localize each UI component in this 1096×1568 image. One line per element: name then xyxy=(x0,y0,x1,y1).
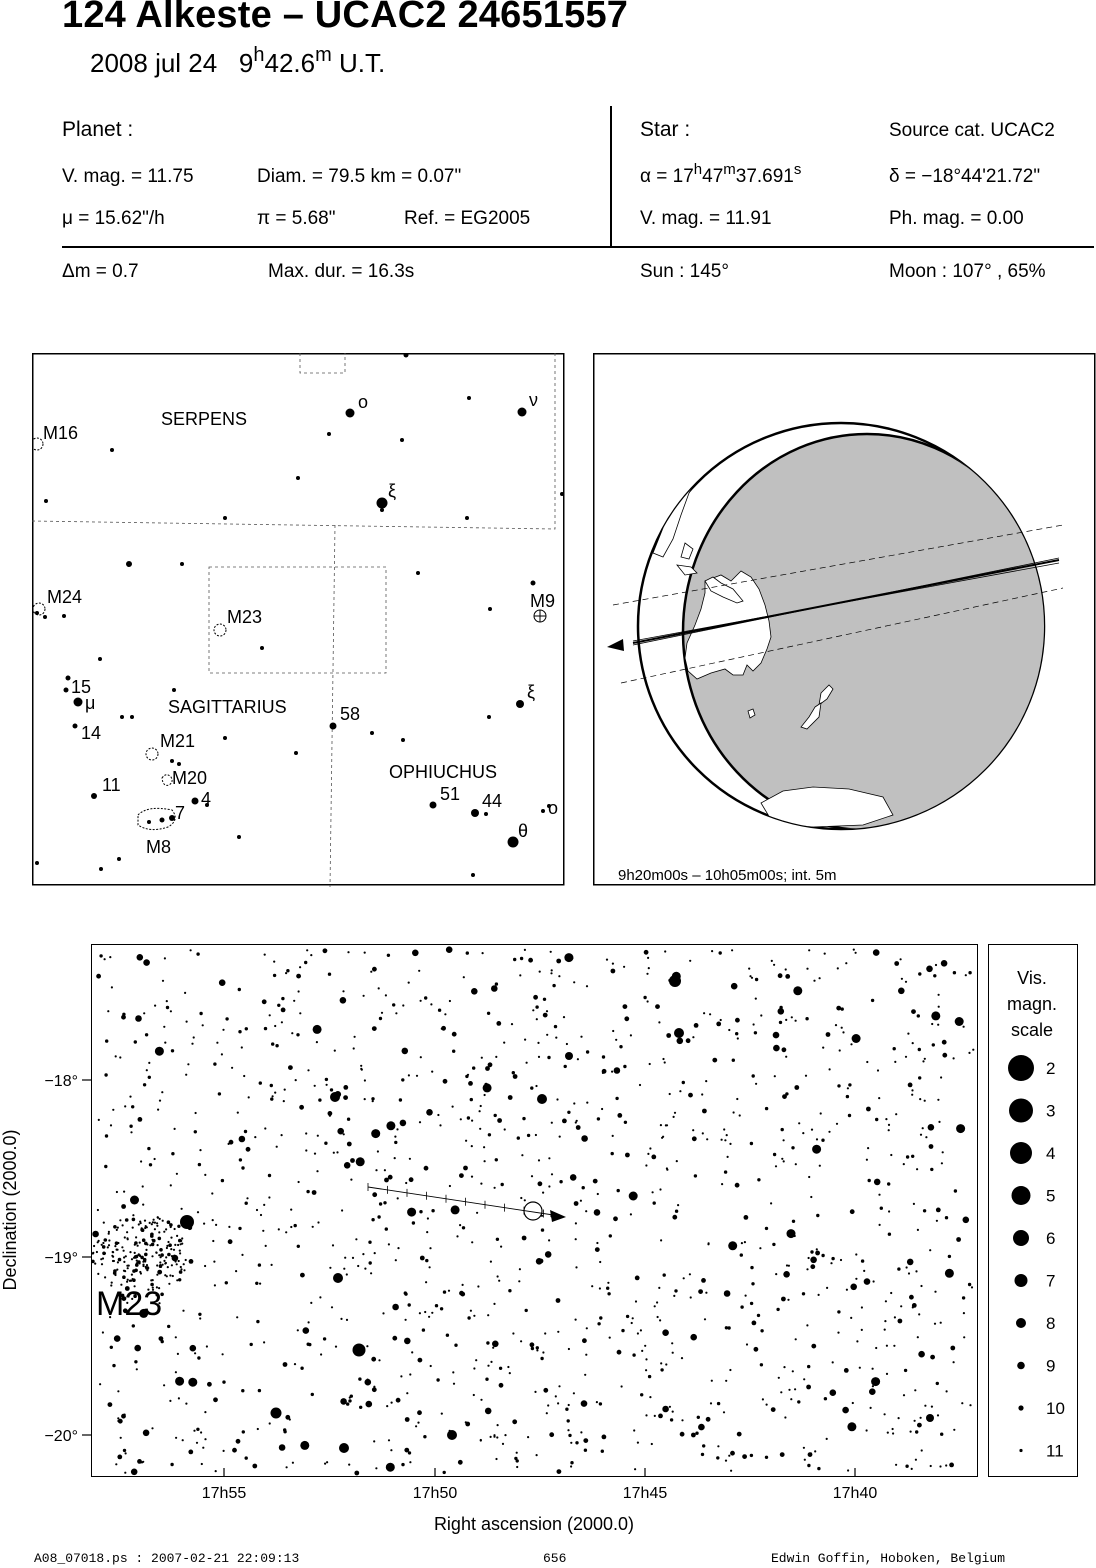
label-m8: M8 xyxy=(146,837,172,857)
time-minutes-unit: m xyxy=(315,44,332,66)
event-date: 2008 jul 24 xyxy=(90,48,218,78)
label-7-sgr: 7 xyxy=(175,803,186,823)
finder-star xyxy=(260,646,264,650)
y-tick-minus20: −20° xyxy=(44,1428,78,1445)
page-title: 124 Alkeste – UCAC2 24651557 xyxy=(62,0,629,36)
finder-star xyxy=(370,731,374,735)
sun-elongation: Sun : 145° xyxy=(640,261,729,282)
mag-scale-dot xyxy=(1010,1142,1032,1164)
constellation-ophiuchus: OPHIUCHUS xyxy=(389,762,498,782)
mag-scale-dot xyxy=(1015,1274,1028,1287)
footer-file: A08_07018.ps : 2007-02-21 22:09:13 xyxy=(34,1551,300,1566)
star-vmag: V. mag. = 11.91 xyxy=(640,208,772,229)
finder-star xyxy=(170,759,174,763)
star-right-ascension: $\alpha = 17^h47^m37.691^s$ xyxy=(640,161,802,187)
label-theta-oph: θ xyxy=(518,821,529,841)
finder-star xyxy=(99,867,103,871)
finder-star xyxy=(43,615,47,619)
finder-star xyxy=(237,835,241,839)
mag-scale-dot xyxy=(1018,1405,1023,1410)
finder-star xyxy=(467,396,471,400)
x-axis-label: Right ascension (2000.0) xyxy=(433,1514,635,1534)
m9-marker xyxy=(534,610,546,622)
finder-star xyxy=(66,676,71,681)
y-tick-minus18: −18° xyxy=(44,1073,78,1090)
footer-page: 656 xyxy=(543,1551,567,1566)
finder-star xyxy=(192,798,199,805)
time-minutes: 42.6 xyxy=(264,48,316,78)
label-m23: M23 xyxy=(227,607,263,627)
finder-star xyxy=(110,448,114,452)
time-suffix: U.T. xyxy=(331,48,386,78)
finder-star xyxy=(64,688,69,693)
magnitude-scale xyxy=(988,944,1078,1477)
mag-scale-value: 9 xyxy=(1046,1356,1056,1376)
mag-scale-value: 3 xyxy=(1046,1101,1056,1121)
time-hours: 9 xyxy=(238,48,254,78)
x-tick-17h45: 17h45 xyxy=(622,1485,668,1502)
finder-star xyxy=(330,723,337,730)
mag-scale-value: 7 xyxy=(1046,1271,1056,1291)
label-m16: M16 xyxy=(43,423,79,443)
mag-scale-value: 4 xyxy=(1046,1144,1056,1163)
label-mu-sgr: μ xyxy=(85,693,96,713)
label-m9: M9 xyxy=(530,591,556,611)
label-m24: M24 xyxy=(47,587,83,607)
moon-info: Moon : 107° , 65% xyxy=(889,261,1046,282)
finder-star xyxy=(172,688,176,692)
label-omicron-oph: ο xyxy=(548,798,559,818)
label-44-oph: 44 xyxy=(482,791,503,811)
constellation-serpens: SERPENS xyxy=(161,409,248,429)
finder-star xyxy=(126,561,132,567)
finder-star xyxy=(73,724,78,729)
star-source: Source cat. UCAC2 xyxy=(889,120,1055,141)
label-nu-ser: ν xyxy=(529,390,538,410)
mag-scale-title-3: scale xyxy=(1010,1020,1054,1040)
finder-star xyxy=(98,657,102,661)
mag-scale-value: 2 xyxy=(1046,1059,1056,1078)
finder-star xyxy=(471,873,475,877)
label-14-sgr: 14 xyxy=(81,723,102,743)
finder-star xyxy=(487,715,491,719)
label-xi-ser: ξ xyxy=(388,481,397,501)
mag-scale-title-2: magn. xyxy=(1006,994,1058,1014)
planet-vmag: V. mag. = 11.75 xyxy=(62,166,194,187)
mag-scale-value: 11 xyxy=(1046,1441,1064,1461)
delta-mag: Δm = 0.7 xyxy=(62,261,139,282)
finder-star xyxy=(471,809,479,817)
finder-star xyxy=(223,736,227,740)
finder-star xyxy=(327,432,331,436)
x-tick-17h55: 17h55 xyxy=(201,1485,247,1502)
finder-chart xyxy=(32,353,566,887)
label-51-oph: 51 xyxy=(440,784,461,804)
finder-star xyxy=(560,492,564,496)
finder-star xyxy=(180,562,184,566)
info-divider-vertical xyxy=(610,106,612,248)
mag-scale-dot xyxy=(1008,1055,1034,1081)
finder-star xyxy=(531,581,536,586)
finder-star xyxy=(147,820,151,824)
label-11-sgr: 11 xyxy=(102,775,121,795)
y-tick-minus19: −19° xyxy=(44,1250,78,1267)
mag-scale-value: 6 xyxy=(1046,1229,1056,1248)
finder-star xyxy=(117,857,121,861)
mag-scale-title-1: Vis. xyxy=(1017,968,1047,988)
label-omicron-ser: ο xyxy=(358,392,369,412)
finder-star xyxy=(516,700,524,708)
finder-star xyxy=(91,793,97,799)
planet-motion: μ = 15.62"/h xyxy=(62,208,165,229)
label-58-oph: 58 xyxy=(340,704,361,724)
mag-scale-dot xyxy=(1017,1362,1025,1370)
info-divider-horizontal xyxy=(62,246,1094,248)
planet-parallax: π = 5.68" xyxy=(257,208,336,229)
finder-star xyxy=(296,476,300,480)
finder-star xyxy=(294,751,298,755)
finder-star xyxy=(62,614,66,618)
label-15-sgr: 15 xyxy=(71,677,92,697)
footer-author: Edwin Goffin, Hoboken, Belgium xyxy=(771,1551,1006,1566)
finder-star xyxy=(223,516,227,520)
finder-star xyxy=(177,762,181,766)
finder-star xyxy=(120,715,124,719)
finder-star xyxy=(160,818,165,823)
mag-scale-value: 8 xyxy=(1046,1314,1056,1333)
label-m21: M21 xyxy=(160,731,196,751)
max-duration: Max. dur. = 16.3s xyxy=(268,261,415,282)
finder-star xyxy=(400,438,404,442)
mag-scale-value: 5 xyxy=(1046,1186,1056,1206)
mag-scale-rows xyxy=(1008,1055,1065,1461)
x-tick-17h50: 17h50 xyxy=(412,1485,458,1502)
planet-diameter: Diam. = 79.5 km = 0.07" xyxy=(257,166,462,187)
label-xi-oph: ξ xyxy=(527,682,536,702)
cluster-label-m23: M23 xyxy=(96,1285,163,1323)
label-m20: M20 xyxy=(172,768,208,788)
star-phmag: Ph. mag. = 0.00 xyxy=(889,208,1024,229)
finder-star xyxy=(380,508,384,512)
finder-star xyxy=(488,607,492,611)
x-tick-17h40: 17h40 xyxy=(832,1485,878,1502)
finder-star xyxy=(401,738,405,742)
time-hours-unit: h xyxy=(253,44,265,66)
event-datetime xyxy=(90,44,386,79)
finder-star xyxy=(518,408,527,417)
finder-star xyxy=(508,837,519,848)
mag-scale-dot xyxy=(1012,1186,1031,1205)
y-axis-label: Declination (2000.0) xyxy=(0,1129,20,1291)
mag-scale-dot xyxy=(1009,1099,1033,1123)
mag-scale-dot xyxy=(1013,1230,1029,1246)
globe-caption: 9h20m00s – 10h05m00s; int. 5m xyxy=(618,867,837,884)
star-heading: Star : xyxy=(640,118,691,141)
finder-star xyxy=(44,499,48,503)
star-declination: δ = −18°44'21.72" xyxy=(889,166,1041,187)
finder-star xyxy=(346,409,355,418)
mag-scale-value: 10 xyxy=(1046,1399,1065,1418)
finder-star xyxy=(416,571,420,575)
planet-heading: Planet : xyxy=(62,118,134,141)
mag-scale-dot xyxy=(1019,1449,1022,1452)
detail-chart-axes xyxy=(0,940,1096,1540)
finder-star xyxy=(35,861,39,865)
label-4-sgr: 4 xyxy=(201,789,212,809)
finder-star xyxy=(377,498,388,509)
mag-scale-dot xyxy=(1016,1318,1026,1328)
finder-star xyxy=(541,809,545,813)
finder-star xyxy=(430,802,437,809)
earth-globe-panel xyxy=(593,353,1096,887)
finder-star xyxy=(484,812,488,816)
finder-star xyxy=(74,698,83,707)
constellation-sagittarius: SAGITTARIUS xyxy=(168,697,287,717)
finder-star xyxy=(130,715,134,719)
finder-star xyxy=(465,516,469,520)
planet-reference: Ref. = EG2005 xyxy=(404,208,531,229)
